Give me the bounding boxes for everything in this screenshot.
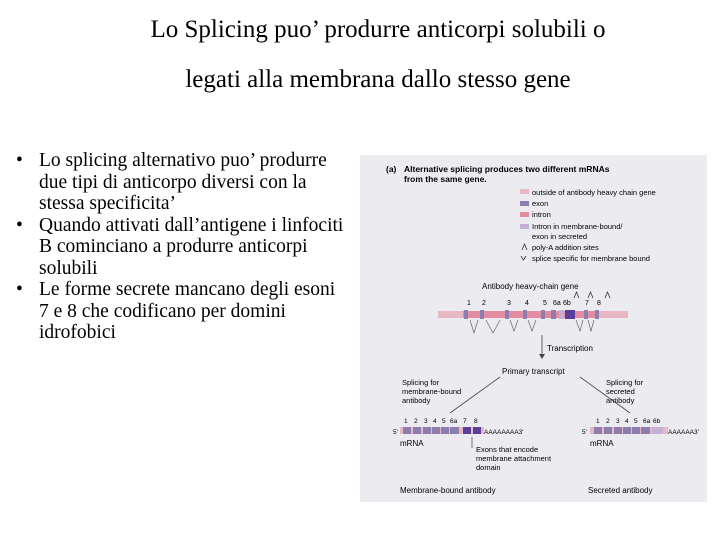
legend-splice-label: splice specific for membrane bound — [532, 254, 650, 263]
bullet-item: • Lo splicing alternativo puo’ produrre due tipi di anticorpo diversi con la stessa specificita’ — [14, 150, 344, 215]
exon-number: 6b — [653, 418, 661, 425]
exon-number: 1 — [467, 300, 471, 307]
exon-number: 2 — [606, 418, 610, 425]
panel-label: (a) — [386, 164, 397, 174]
legend-swatch-outside — [520, 189, 529, 194]
left-branch-label: antibody — [402, 396, 431, 405]
right-branch-label: secreted — [606, 387, 635, 396]
legend-polya-label: poly-A addition sites — [532, 243, 599, 252]
right-branch-label: antibody — [606, 396, 635, 405]
exon-number: 1 — [596, 418, 600, 425]
splice-pattern — [470, 320, 594, 333]
exon-number: 6a — [553, 300, 561, 307]
poly-a-site-icon — [574, 292, 610, 298]
legend-outside-label: outside of antibody heavy chain gene — [532, 188, 656, 197]
slide-title-line-2: legati alla membrana dallo stesso gene — [185, 66, 571, 93]
exon-number: 3 — [424, 418, 428, 425]
exon-number: 1 — [404, 418, 408, 425]
exon-number: 7 — [585, 300, 589, 307]
bullet-item: • Quando attivati dall’antigene i linfociti B cominciano a produrre anticorpi solubili — [14, 215, 344, 280]
mrna-label-left: mRNA — [400, 439, 424, 448]
right-branch-label: Splicing for — [606, 378, 644, 387]
bullet-item: • Le forme secrete mancano degli esoni 7 e 8 che codificano per domini idrofobici — [14, 279, 344, 344]
exon-number: 8 — [474, 418, 478, 425]
exon-number: 6a — [450, 418, 458, 425]
splicing-diagram — [360, 155, 707, 502]
five-prime-label: 5' — [582, 429, 587, 436]
left-branch-label: Splicing for — [402, 378, 440, 387]
poly-a-site-icon — [522, 244, 527, 250]
annotation-label: domain — [476, 463, 501, 472]
exon-number: 2 — [482, 300, 486, 307]
exon-number: 5 — [634, 418, 638, 425]
exon-number: 8 — [597, 300, 601, 307]
left-branch-label: membrane-bound — [402, 387, 462, 396]
bullet-list — [14, 150, 344, 344]
exon-number: 4 — [525, 300, 529, 307]
exon-number: 4 — [433, 418, 437, 425]
legend-intron-membrane-label: Intron in membrane-bound/ — [532, 222, 623, 231]
exon-number: 6b — [563, 300, 571, 307]
exon-number: 3 — [507, 300, 511, 307]
mrna-label-right: mRNA — [590, 439, 614, 448]
legend-exon-label: exon — [532, 199, 549, 208]
exon-number: 2 — [414, 418, 418, 425]
figure-heading-line-1: Alternative splicing produces two different mRNAs — [404, 164, 610, 174]
five-prime-label: 5' — [393, 429, 398, 436]
poly-a-tail: AAAAAAAA3' — [484, 429, 524, 436]
legend-intron-label: intron — [532, 210, 551, 219]
legend-swatch-intron — [520, 212, 529, 217]
exon-number: 5 — [442, 418, 446, 425]
secreted-antibody-label: Secreted antibody — [588, 486, 653, 495]
alternative-splicing-figure — [360, 155, 707, 502]
slide-title-line-1: Lo Splicing puo’ produrre anticorpi solubili o — [150, 16, 606, 43]
splice-site-icon — [521, 256, 526, 260]
transcription-label: Transcription — [547, 344, 593, 353]
exon-number: 6a — [643, 418, 651, 425]
legend-exon-secreted-label: exon in secreted — [532, 232, 588, 241]
gene-label: Antibody heavy-chain gene — [482, 282, 579, 291]
primary-transcript-label: Primary transcript — [502, 367, 565, 376]
legend-swatch-exon — [520, 201, 529, 206]
exon-number: 5 — [543, 300, 547, 307]
exon-number: 4 — [625, 418, 629, 425]
exon-number: 7 — [463, 418, 467, 425]
annotation-label: membrane attachment — [476, 454, 552, 463]
poly-a-tail: AAAAAA3' — [668, 429, 699, 436]
figure-heading-line-2: from the same gene. — [404, 174, 487, 184]
membrane-bound-antibody-label: Membrane-bound antibody — [400, 486, 496, 495]
annotation-label: Exons that encode — [476, 445, 539, 454]
exon-number: 3 — [616, 418, 620, 425]
legend-swatch-intron-membrane — [520, 224, 529, 229]
